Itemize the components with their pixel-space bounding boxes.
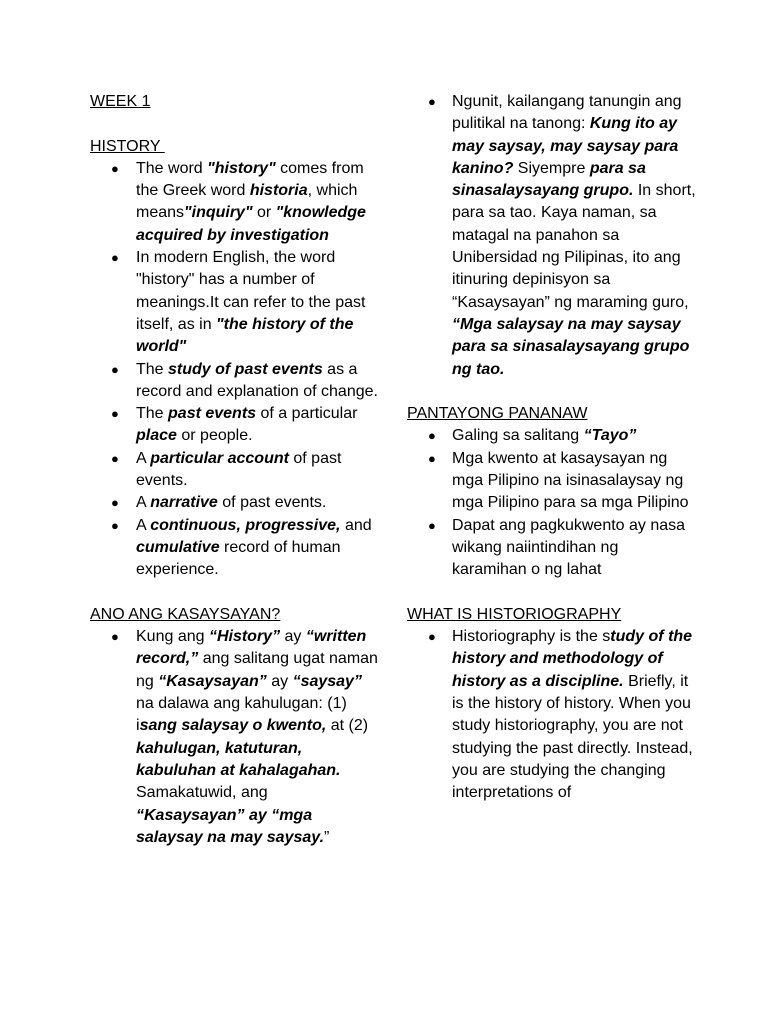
- emphasized-text: "knowledge acquired by investigation: [136, 204, 366, 244]
- list-item: [90, 448, 380, 493]
- list-item: [90, 492, 380, 514]
- bullet-icon: ●: [111, 406, 119, 422]
- kasaysayan-list: [90, 626, 380, 849]
- bullet-icon: ●: [428, 94, 436, 109]
- plain-text: comes from the Greek word: [136, 159, 364, 200]
- list-item-text: [136, 515, 380, 582]
- plain-text: Mga kwento at kasaysayan ng mga Pilipino na isinasalaysay ng mga Pilipino para sa mga Pilipino: [452, 449, 689, 512]
- plain-text: Briefly, it is the history of history. When you study historiography, you are not studying the past directly. Instead, you are studying the changing interpretations of: [452, 672, 693, 802]
- plain-text: Historiography is the s: [452, 628, 611, 646]
- plain-text: and: [340, 516, 372, 534]
- historiography-heading: WHAT IS HISTORIOGRAPHY: [407, 605, 622, 623]
- emphasized-text: “Mga salaysay na may saysay para sa sinasalaysayang grupo ng tao.: [452, 315, 690, 378]
- bullet-icon: ●: [111, 361, 119, 377]
- plain-text: A: [136, 449, 151, 467]
- right-column: [407, 91, 697, 805]
- plain-text: , which means: [136, 182, 358, 222]
- list-item-text: [136, 403, 380, 448]
- list-item: [407, 626, 697, 804]
- emphasized-text: “Kasaysayan” ay “mga salaysay na may saysay.: [136, 806, 325, 846]
- intro-list: [407, 91, 697, 381]
- bullet-icon: ●: [111, 450, 119, 466]
- bullet-icon: ●: [111, 495, 119, 511]
- list-item: [90, 247, 380, 358]
- list-item-text: [452, 425, 697, 447]
- bullet-icon: ●: [428, 428, 436, 444]
- bullet-icon: ●: [428, 629, 436, 645]
- history-list: [90, 158, 380, 582]
- spacer: [90, 113, 380, 135]
- list-item-text: [136, 158, 380, 247]
- emphasized-text: “History”: [208, 628, 281, 646]
- historiography-list: [407, 626, 697, 804]
- plain-text: ay: [266, 672, 293, 690]
- plain-text: na dalawa ang kahulugan: (1) i: [136, 695, 347, 735]
- history-heading: HISTORY: [90, 137, 165, 155]
- plain-text: A: [136, 516, 151, 534]
- emphasized-text: kahulugan, katuturan, kabuluhan at kahalagahan.: [136, 739, 341, 779]
- bullet-icon: ●: [111, 250, 119, 266]
- week-heading: WEEK 1: [90, 93, 151, 110]
- plain-text: as a record and explanation of change.: [136, 360, 378, 400]
- bullet-icon: ●: [111, 160, 119, 176]
- list-item-text: [136, 359, 380, 404]
- list-item: [90, 515, 380, 582]
- bullet-icon: ●: [428, 517, 436, 533]
- emphasized-text: “written record,”: [136, 628, 367, 668]
- list-item: [407, 448, 697, 515]
- plain-text: of past events.: [217, 494, 327, 512]
- emphasized-text: "the history of the world": [136, 315, 354, 356]
- list-item-text: [452, 515, 697, 582]
- list-item: [90, 158, 380, 247]
- spacer: [90, 582, 380, 604]
- plain-text: ang salitang ugat naman ng: [136, 650, 378, 690]
- emphasized-text: "inquiry": [184, 204, 253, 222]
- plain-text: or people.: [176, 427, 253, 445]
- list-item-text: [136, 492, 380, 514]
- plain-text: Samakatuwid, ang: [136, 784, 268, 802]
- kasaysayan-heading: ANO ANG KASAYSAYAN?: [90, 605, 281, 623]
- spacer: [407, 381, 697, 403]
- emphasized-text: historia: [249, 182, 308, 200]
- emphasized-text: place: [136, 427, 177, 445]
- plain-text: ay: [280, 628, 306, 646]
- emphasized-text: continuous, progressive,: [150, 516, 341, 534]
- emphasized-text: particular account: [150, 449, 289, 467]
- spacer: [407, 582, 697, 604]
- plain-text: of a particular: [256, 405, 358, 423]
- bullet-icon: ●: [428, 450, 436, 466]
- list-item-text: [136, 626, 380, 849]
- plain-text: In short, para sa tao. Kaya naman, sa matagal na panahon sa Unibersidad ng Pilipinas, ito ang itinuring depinisyon sa “Kasaysayan” ng maraming guro,: [452, 182, 696, 311]
- list-item-text: [136, 247, 380, 358]
- emphasized-text: “Kasaysayan”: [158, 672, 267, 690]
- emphasized-text: para sa sinasalaysayang grupo.: [452, 159, 646, 200]
- plain-text: Galing sa salitang: [452, 427, 584, 445]
- list-item: [407, 515, 697, 582]
- list-item: [407, 425, 697, 447]
- list-item-text: [452, 626, 697, 804]
- left-column: [90, 91, 380, 849]
- plain-text: ”: [324, 828, 330, 846]
- emphasized-text: Kung ito ay may saysay, may saysay para kanino?: [452, 115, 679, 177]
- plain-text: Dapat ang pagkukwento ay nasa wikang naiintindihan ng karamihan o ng lahat: [452, 516, 686, 579]
- plain-text: Ngunit, kailangang tanungin ang pulitikal na tanong:: [452, 93, 682, 133]
- plain-text: at (2): [326, 717, 369, 735]
- pantayong-list: [407, 425, 697, 581]
- list-item-text: [136, 448, 380, 493]
- emphasized-text: sang salaysay o kwento,: [139, 717, 327, 735]
- plain-text: Kung ang: [136, 628, 209, 646]
- emphasized-text: cumulative: [136, 538, 220, 556]
- plain-text: The: [136, 360, 169, 378]
- list-item: [90, 626, 380, 849]
- plain-text: record of human experience.: [136, 538, 341, 579]
- list-item: [90, 359, 380, 404]
- list-item-text: [452, 91, 697, 381]
- emphasized-text: “Tayo”: [583, 427, 637, 445]
- plain-text: The word: [136, 159, 208, 177]
- list-item-text: [452, 448, 697, 515]
- emphasized-text: "history": [207, 159, 276, 177]
- emphasized-text: narrative: [150, 494, 218, 512]
- plain-text: A: [136, 494, 151, 512]
- pantayong-heading: PANTAYONG PANANAW: [407, 405, 588, 423]
- plain-text: The: [136, 405, 169, 423]
- list-item: [407, 91, 697, 381]
- list-item: [90, 403, 380, 448]
- plain-text: In modern English, the word "history" has a number of meanings.It can refer to the past itself, as in: [136, 249, 366, 333]
- emphasized-text: past events: [168, 405, 257, 423]
- bullet-icon: ●: [111, 517, 119, 533]
- emphasized-text: “saysay”: [292, 672, 362, 690]
- emphasized-text: study of past events: [168, 360, 323, 378]
- plain-text: Siyempre: [513, 159, 590, 177]
- plain-text: or: [252, 204, 276, 222]
- plain-text: of past events.: [136, 449, 342, 490]
- bullet-icon: ●: [111, 629, 119, 645]
- emphasized-text: tudy of the history and methodology of history as a discipline.: [452, 628, 693, 690]
